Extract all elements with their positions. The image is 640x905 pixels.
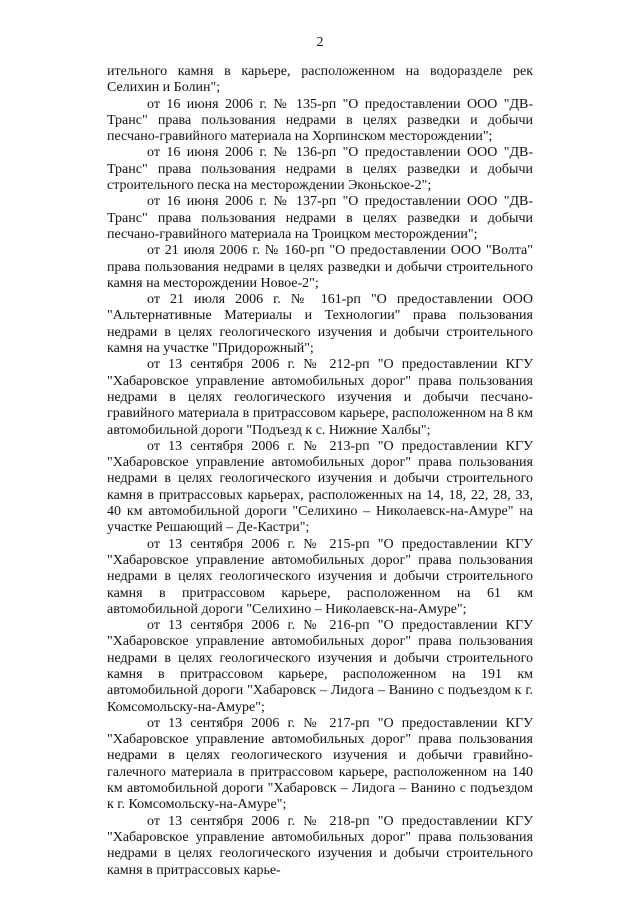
- paragraph: от 13 сентября 2006 г. № 218-рп "О предоставлении КГУ "Хабаровское управление автомобильных дорог" права пользования недрами в целях геологического изучения и добычи строительного камня в притрассовых карье-: [107, 813, 533, 878]
- page-number: 2: [316, 35, 324, 50]
- paragraph: от 21 июля 2006 г. № 160-рп "О предоставлении ООО "Волта" права пользования недрами в целях разведки и добычи строительного камня на месторождении Новое-2";: [107, 243, 533, 291]
- body-text: [107, 64, 533, 879]
- paragraph: от 13 сентября 2006 г. № 212-рп "О предоставлении КГУ "Хабаровское управление автомобильных дорог" права пользования недрами в целях геологического изучения и добычи песчано-гравийного материала в притрассовом карьере, расположенном на 8 км автомобильной дороги "Подъезд к с. Нижние Халбы";: [107, 357, 533, 438]
- paragraph: от 16 июня 2006 г. № 136-рп "О предоставлении ООО "ДВ-Транс" права пользования недрами в целях разведки и добычи строительного песка на месторождении Эконьское-2";: [107, 145, 533, 194]
- paragraph: от 16 июня 2006 г. № 137-рп "О предоставлении ООО "ДВ-Транс" права пользования недрами в целях разведки и добычи песчано-гравийного материала на Троицком месторождении";: [107, 194, 533, 242]
- paragraph: от 21 июля 2006 г. № 161-рп "О предоставлении ООО "Альтернативные Материалы и Технологии" права пользования недрами в целях геологического изучения и добычи строительного камня на участке "Придорожный";: [107, 292, 533, 357]
- paragraph: от 13 сентября 2006 г. № 216-рп "О предоставлении КГУ "Хабаровское управление автомобильных дорог" права пользования недрами в целях геологического изучения и добычи строительного камня в притрассовом карьере, расположенном на 191 км автомобильной дороги "Хабаровск – Лидога – Ванино с подъездом к г. Комсомольску-на-Амуре";: [107, 618, 533, 715]
- paragraph: от 13 сентября 2006 г. № 217-рп "О предоставлении КГУ "Хабаровское управление автомобильных дорог" права пользования недрами в целях геологического изучения и добычи гравийно-галечного материала в притрассовом карьере, расположенном на 140 км автомобильной дороги "Хабаровск – Лидога – Ванино с подъездом к г. Комсомольску-на-Амуре";: [107, 715, 533, 813]
- paragraph: ительного камня в карьере, расположенном на водоразделе рек Селихин и Болин";: [107, 64, 533, 96]
- paragraph: от 13 сентября 2006 г. № 213-рп "О предоставлении КГУ "Хабаровское управление автомобильных дорог" права пользования недрами в целях геологического изучения и добычи строительного камня в притрассовых карьерах, расположенных на 14, 18, 22, 28, 33, 40 км автомобильной дороги "Селихино – Николаевск-на-Амуре" на участке Решающий – Де-Кастри";: [107, 438, 533, 536]
- paragraph: от 16 июня 2006 г. № 135-рп "О предоставлении ООО "ДВ-Транс" права пользования недрами в целях разведки и добычи песчано-гравийного материала на Хорпинском месторождении";: [107, 96, 533, 145]
- paragraph: от 13 сентября 2006 г. № 215-рп "О предоставлении КГУ "Хабаровское управление автомобильных дорог" права пользования недрами в целях геологического изучения и добычи строительного камня в притрассовом карьере, расположенном на 61 км автомобильной дороги "Селихино – Николаевск-на-Амуре";: [107, 536, 533, 617]
